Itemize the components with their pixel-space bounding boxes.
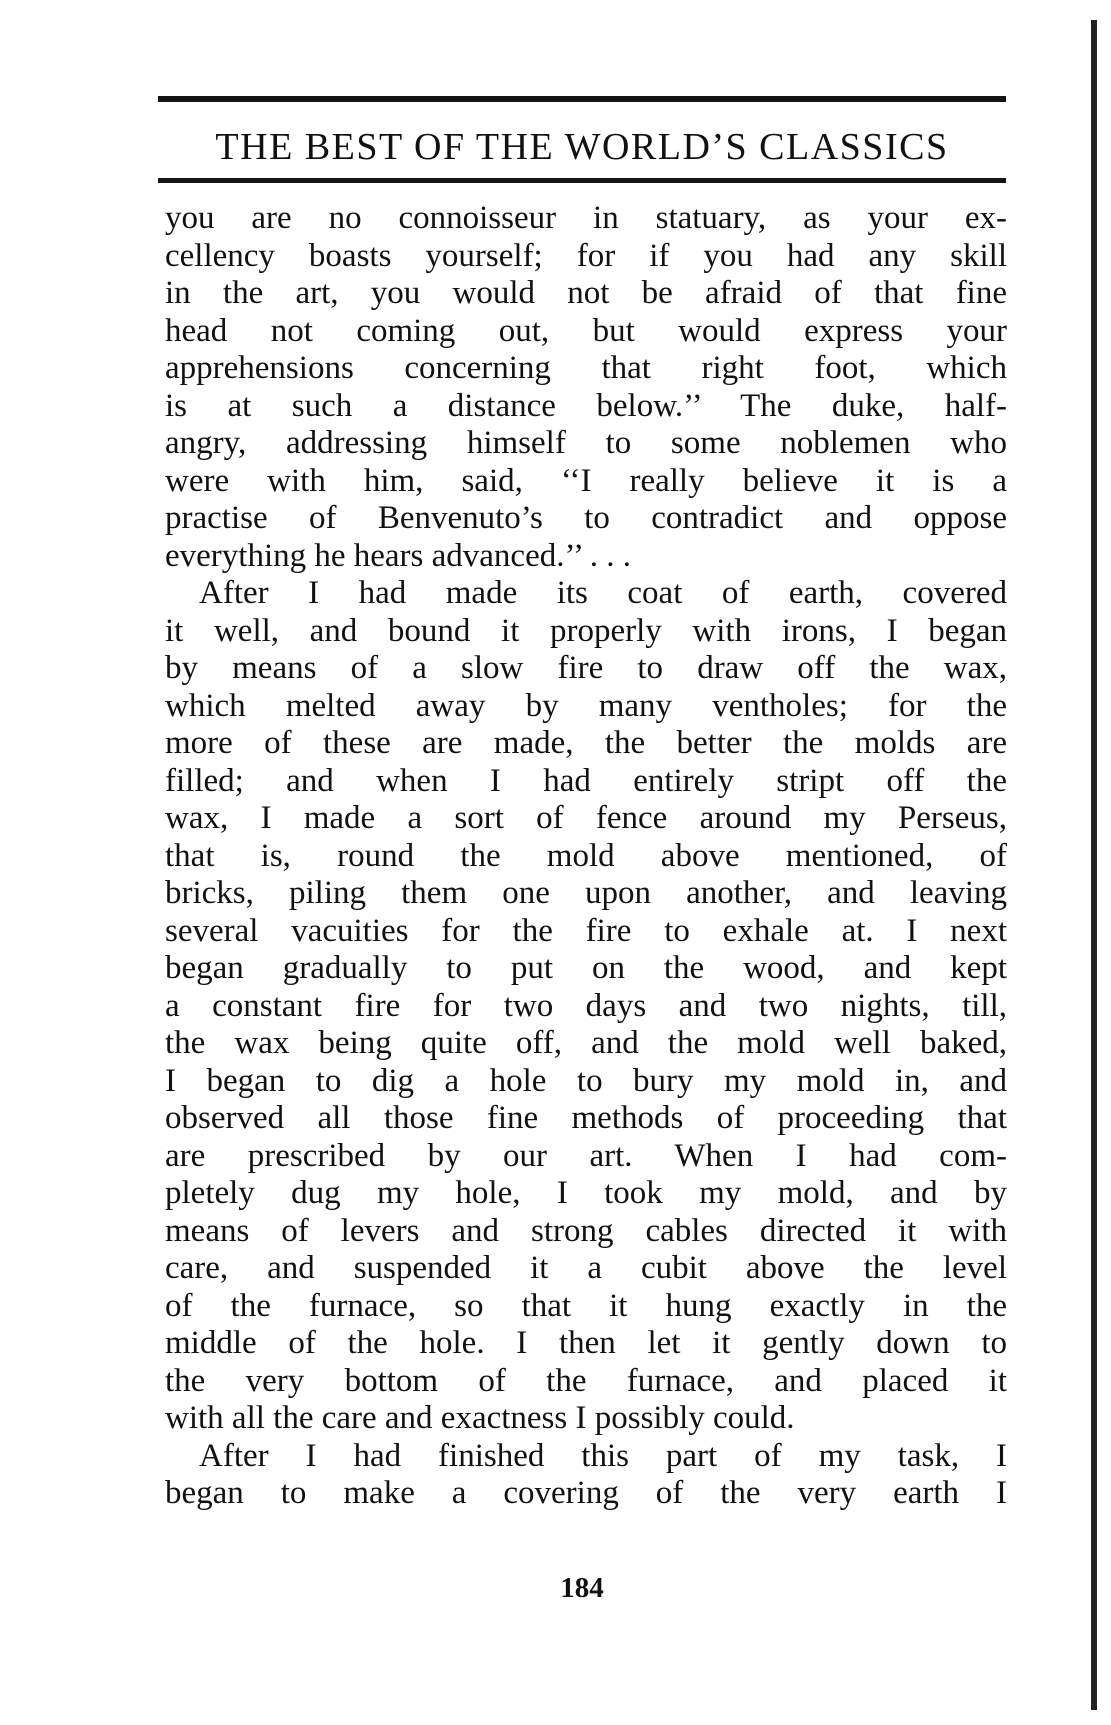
text-line: cellency boasts yourself; for if you had any skill [165, 237, 1007, 274]
text-line: with all the care and exactness I possibly could. [165, 1400, 795, 1436]
text-line: wax, I made a sort of fence around my Perseus, [165, 800, 1007, 836]
text-line: by means of a slow fire to draw off the wax, [165, 650, 1007, 686]
text-line: the very bottom of the furnace, and placed it [165, 1362, 1007, 1399]
text-line: angry, addressing himself to some noblemen who [165, 425, 1007, 461]
text-line: means of levers and strong cables directed it with [165, 1212, 1007, 1249]
text-line: middle of the hole. I then let it gently down to [165, 1325, 1007, 1361]
header-rule-top [158, 96, 1006, 102]
text-line: several vacuities for the fire to exhale at. I next [165, 912, 1007, 949]
text-line: of the furnace, so that it hung exactly in the [165, 1287, 1007, 1324]
text-line: were with him, said, ‘‘I really believe it is a [165, 462, 1007, 499]
text-line: pletely dug my hole, I took my mold, and by [165, 1175, 1007, 1211]
page-number: 184 [560, 1572, 604, 1604]
text-line: practise of Benvenuto’s to contradict and oppose [165, 500, 1007, 536]
text-line: began gradually to put on the wood, and kept [165, 950, 1007, 986]
text-line: are prescribed by our art. When I had com- [165, 1137, 1007, 1174]
text-line: bricks, piling them one upon another, and leaving [165, 875, 1007, 911]
text-line: you are no connoisseur in statuary, as your ex- [165, 200, 1007, 236]
text-line: began to make a covering of the very earth I [165, 1475, 1007, 1511]
paragraph-start-line: After I had finished this part of my task, I [199, 1437, 1007, 1474]
text-line: filled; and when I had entirely stript off the [165, 762, 1007, 799]
text-line: that is, round the mold above mentioned, of [165, 837, 1007, 874]
text-line: the wax being quite off, and the mold well baked, [165, 1025, 1007, 1061]
text-line: observed all those fine methods of proceeding that [165, 1100, 1007, 1136]
text-line: everything he hears advanced.’’ . . . [165, 537, 632, 574]
text-line: head not coming out, but would express your [165, 312, 1007, 349]
text-line: a constant fire for two days and two nights, till, [165, 987, 1007, 1024]
text-line: care, and suspended it a cubit above the level [165, 1250, 1007, 1286]
text-line: I began to dig a hole to bury my mold in, and [165, 1062, 1007, 1099]
text-line: more of these are made, the better the molds are [165, 725, 1007, 761]
text-line: apprehensions concerning that right foot, which [165, 350, 1007, 386]
page-edge-line [1091, 20, 1097, 1710]
text-line: it well, and bound it properly with irons, I began [165, 612, 1007, 649]
running-header: THE BEST OF THE WORLD’S CLASSICS [215, 126, 949, 168]
header-rule-bottom [158, 178, 1006, 183]
text-line: which melted away by many ventholes; for the [165, 687, 1007, 724]
text-line: in the art, you would not be afraid of that fine [165, 275, 1007, 311]
text-line: is at such a distance below.’’ The duke, half- [165, 387, 1007, 424]
paragraph-start-line: After I had made its coat of earth, covered [199, 575, 1007, 611]
body-text [165, 200, 1007, 1513]
